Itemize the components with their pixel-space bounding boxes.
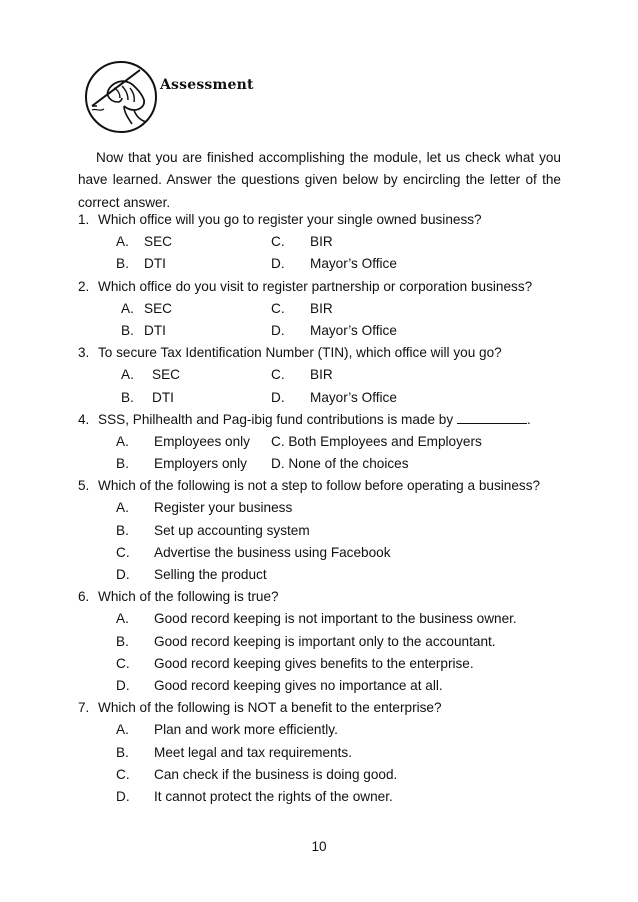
choice-row <box>78 497 568 519</box>
question-3 <box>78 342 568 409</box>
question-number: 7. <box>78 700 90 716</box>
choice-text: Selling the product <box>154 567 267 582</box>
choice-row <box>78 298 568 320</box>
choice-text: BIR <box>310 367 333 383</box>
question-number: 5. <box>78 478 90 494</box>
choice-row <box>78 653 568 675</box>
choice-text: Mayor’s Office <box>310 322 397 338</box>
question-text: Which office do you visit to register partnership or corporation business? <box>98 278 533 294</box>
choice-letter[interactable]: D. <box>271 389 285 405</box>
choice-letter[interactable]: C. <box>116 655 130 671</box>
choice-row <box>78 387 568 409</box>
choice-letter[interactable]: A. <box>121 367 134 383</box>
choice-letter[interactable]: C. <box>116 766 130 782</box>
page-number: 10 <box>311 839 327 854</box>
choice-row <box>78 542 568 564</box>
intro-text: Now that you are finished accomplishing the module, let us check what you have learned. Answer the questions given below by encircling the letter of the correct answer. <box>78 150 561 210</box>
choice-row <box>78 742 568 764</box>
choice-row <box>78 453 568 475</box>
question-text: Which office will you go to register your single owned business? <box>98 212 482 227</box>
question-text-end: . <box>526 411 531 427</box>
choice-text: BIR <box>310 300 333 316</box>
choice-row <box>78 631 568 653</box>
hand-writing-icon <box>84 60 158 134</box>
choice-row <box>78 764 568 786</box>
choice-row <box>78 231 568 253</box>
question-2 <box>78 276 568 343</box>
choice-letter[interactable]: A. <box>116 611 129 627</box>
choice-text: DTI <box>144 256 166 272</box>
answer-blank <box>457 411 527 424</box>
choice-letter[interactable]: B. <box>116 522 129 538</box>
choice-letter[interactable]: C. <box>116 544 130 560</box>
choice-letter[interactable]: A. <box>116 722 129 738</box>
choice-letter[interactable]: B. <box>116 456 129 472</box>
question-text-start: SSS, Philhealth and Pag-ibig fund contributions is made by <box>98 411 457 427</box>
choice-text: Employees only <box>154 433 250 449</box>
choice-letter[interactable]: C. <box>271 367 285 383</box>
choice-letter[interactable]: C. <box>271 300 285 316</box>
choice-letter[interactable]: B. <box>116 256 129 272</box>
choice-letter[interactable]: C. <box>271 234 285 250</box>
choice-text: SEC <box>152 367 180 383</box>
choice-text: SEC <box>144 300 172 316</box>
choice-letter[interactable]: D. <box>116 788 130 804</box>
question-6 <box>78 586 568 697</box>
choice-letter[interactable]: A. <box>116 433 129 449</box>
choice-row <box>78 608 568 630</box>
choice-row <box>78 564 568 586</box>
choice-letter[interactable]: D. <box>271 322 285 338</box>
choice-text: DTI <box>152 389 174 405</box>
question-text: Which of the following is true? <box>98 589 279 605</box>
choice-row <box>78 431 568 453</box>
choice-letter[interactable]: A. <box>116 500 129 516</box>
choice-letter[interactable]: B. <box>121 389 134 405</box>
choice-text[interactable]: C. Both Employees and Employers <box>271 433 482 449</box>
choice-row <box>78 364 568 386</box>
question-number: 2. <box>78 278 90 294</box>
question-number: 4. <box>78 411 90 427</box>
question-number: 3. <box>78 345 90 361</box>
choice-text: BIR <box>310 234 333 250</box>
question-7 <box>78 697 568 808</box>
choice-letter[interactable]: B. <box>116 744 129 760</box>
question-1 <box>78 209 568 276</box>
choice-text: Can check if the business is doing good. <box>154 766 398 782</box>
question-text: Which of the following is NOT a benefit to the enterprise? <box>98 700 442 716</box>
choice-text: Register your business <box>154 500 293 516</box>
choice-text[interactable]: D. None of the choices <box>271 456 409 472</box>
question-list <box>78 209 568 808</box>
choice-row <box>78 719 568 741</box>
choice-text: Good record keeping is not important to the business owner. <box>154 611 517 627</box>
choice-text: Good record keeping gives no importance at all. <box>154 677 443 693</box>
choice-text: Good record keeping is important only to the accountant. <box>154 633 496 649</box>
choice-text: It cannot protect the rights of the owner. <box>154 788 393 804</box>
choice-text: Mayor’s Office <box>310 256 397 272</box>
choice-text: DTI <box>144 322 166 338</box>
question-number: 1. <box>78 212 90 227</box>
intro-paragraph <box>78 147 561 214</box>
choice-letter[interactable]: D. <box>271 256 285 272</box>
question-text: To secure Tax Identification Number (TIN), which office will you go? <box>98 345 502 361</box>
choice-letter[interactable]: A. <box>116 234 129 250</box>
question-5 <box>78 475 568 586</box>
choice-letter[interactable]: B. <box>121 322 134 338</box>
choice-letter[interactable]: A. <box>121 300 134 316</box>
choice-text: Good record keeping gives benefits to the enterprise. <box>154 655 474 671</box>
choice-letter[interactable]: B. <box>116 633 129 649</box>
choice-text: Meet legal and tax requirements. <box>154 744 352 760</box>
question-number: 6. <box>78 589 90 605</box>
choice-text: Plan and work more efficiently. <box>154 722 338 738</box>
choice-text: Set up accounting system <box>154 522 310 538</box>
question-text <box>98 409 531 431</box>
choice-text: Employers only <box>154 456 247 472</box>
question-text: Which of the following is not a step to follow before operating a business? <box>98 478 541 494</box>
choice-row <box>78 786 568 808</box>
section-title: Assessment <box>160 77 254 93</box>
choice-row <box>78 320 568 342</box>
choice-row <box>78 520 568 542</box>
choice-text: SEC <box>144 234 172 250</box>
choice-text: Advertise the business using Facebook <box>154 544 391 560</box>
choice-letter[interactable]: D. <box>116 677 130 693</box>
choice-letter[interactable]: D. <box>116 567 130 582</box>
choice-row <box>78 253 568 275</box>
choice-row <box>78 675 568 697</box>
choice-text: Mayor’s Office <box>310 389 397 405</box>
question-4 <box>78 409 568 476</box>
